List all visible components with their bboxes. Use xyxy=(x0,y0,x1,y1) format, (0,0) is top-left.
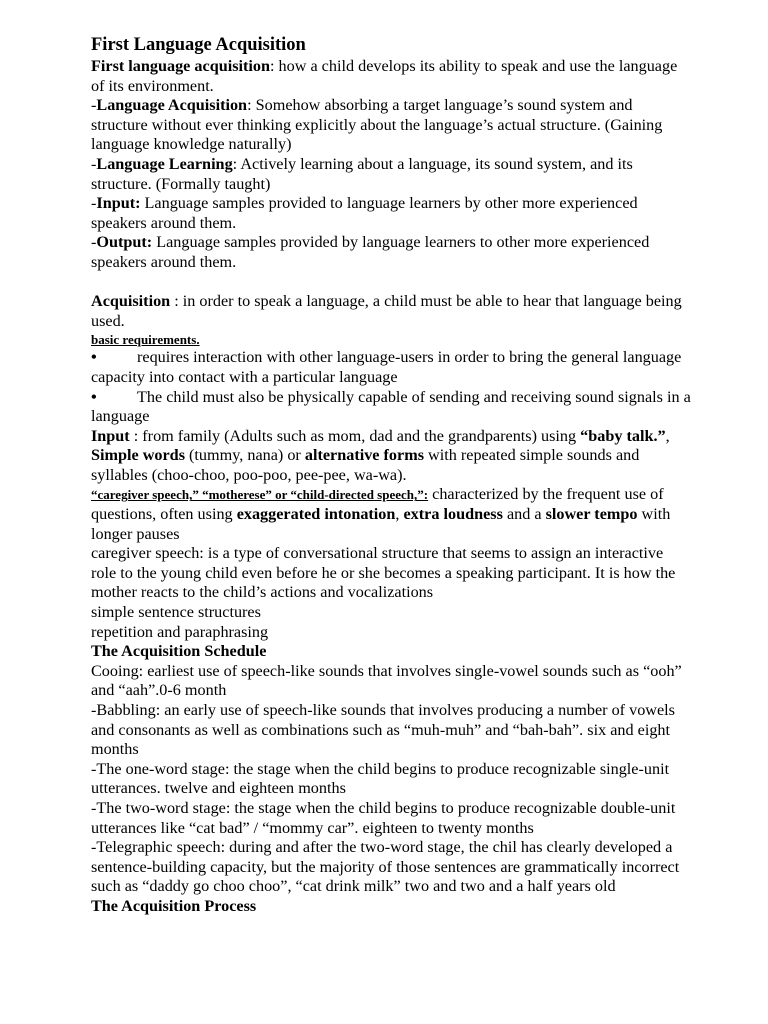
definition-term: Output: xyxy=(96,233,153,252)
definition-input: -Input: Language samples provided to language learners by other more experienced speakers around them. xyxy=(91,194,638,232)
bullet-icon: • xyxy=(91,387,97,406)
definition-text: Actively learning about a language, its sound system, and its structure. (Formally taught) xyxy=(91,154,633,193)
schedule-item-telegraphic: -Telegraphic speech: during and after the two-word stage, the chil has clearly developed a sentence-building capacity, but the majority of those sentences are grammatically incorrect such as “daddy go choo choo”, “cat drink milk” two and two and a half years old xyxy=(91,838,680,896)
basic-requirements-label: basic requirements. xyxy=(91,332,200,348)
input-paragraph: Input : from family (Adults such as mom, dad and the grandparents) using “baby talk.”, Simple words (tummy, nana) or alternative forms with repeated simple sounds and syllables (choo-choo, poo-poo, pee-pee, wa-wa). xyxy=(91,426,670,484)
definition-language-learning: -Language Learning: Actively learning about a language, its sound system, and its structure. (Formally taught) xyxy=(91,154,633,193)
definition-first-language-acquisition: First language acquisition: how a child develops its ability to speak and use the language of its environment. xyxy=(91,57,678,95)
caregiver-definition: caregiver speech: is a type of conversational structure that seems to assign an interactive role to the young child even before he or she becomes a speaking participant. It is how the mother reacts to the child’s actions and vocalizations xyxy=(91,544,676,602)
caregiver-label: “caregiver speech,” “motherese” or “child-directed speech,”: xyxy=(91,487,429,503)
bullet-item: • The child must also be physically capable of sending and receiving sound signals in a language xyxy=(91,387,691,426)
acquisition-term: Acquisition xyxy=(91,292,171,311)
schedule-heading: The Acquisition Schedule xyxy=(91,642,267,661)
definition-text: Language samples provided to language learners by other more experienced speakers around them. xyxy=(91,194,638,232)
definition-term: Input: xyxy=(96,194,141,213)
definition-term: Language Acquisition xyxy=(96,96,248,115)
bullet-icon: • xyxy=(91,348,97,367)
definition-text: Somehow absorbing a target language’s sound system and structure without ever thinking explicitly about the language’s actual structure. (Gaining language knowledge naturally) xyxy=(91,96,663,154)
schedule-item-two-word: -The two-word stage: the stage when the child begins to produce recognizable double-unit utterances like “cat bad” / “mommy car”. eighteen to twenty months xyxy=(91,798,676,837)
page-title: First Language Acquisition xyxy=(91,35,306,55)
caregiver-feature: simple sentence structures xyxy=(91,603,261,622)
definition-text: how a child develops its ability to speak and use the language of its environment. xyxy=(91,57,678,95)
paragraph-spacer xyxy=(91,273,691,293)
schedule-item-cooing: Cooing: earliest use of speech-like sounds that involves single-vowel sounds such as “ooh” and “aah”.0-6 month xyxy=(91,661,682,700)
caregiver-paragraph: “caregiver speech,” “motherese” or “child-directed speech,”: characterized by the frequent use of questions, often using exaggerated intonation, extra loudness and a slower tempo with longer pauses xyxy=(91,485,671,543)
acquisition-paragraph: Acquisition : in order to speak a language, a child must be able to hear that language being used. xyxy=(91,292,682,330)
definition-term: Language Learning xyxy=(96,154,233,173)
schedule-item-one-word: -The one-word stage: the stage when the child begins to produce recognizable single-unit utterances. twelve and eighteen months xyxy=(91,759,670,798)
process-heading: The Acquisition Process xyxy=(91,896,257,915)
bullet-item: • requires interaction with other language-users in order to bring the general language capacity into contact with a particular language xyxy=(91,348,682,386)
definition-term: First language acquisition xyxy=(91,57,270,75)
definition-output: -Output: Language samples provided by language learners to other more experienced speakers around them. xyxy=(91,233,650,271)
document-body xyxy=(91,34,691,917)
caregiver-feature: repetition and paraphrasing xyxy=(91,622,269,641)
schedule-item-babbling: -Babbling: an early use of speech-like sounds that involves producing a number of vowels and consonants as well as combinations such as “muh-muh” and “bah-bah”. six and eight months xyxy=(91,701,675,759)
definition-text: Language samples provided by language learners to other more experienced speakers around them. xyxy=(91,233,650,271)
definition-language-acquisition: -Language Acquisition: Somehow absorbing a target language’s sound system and structure without ever thinking explicitly about the language’s actual structure. (Gaining language knowledge naturally) xyxy=(91,96,663,154)
